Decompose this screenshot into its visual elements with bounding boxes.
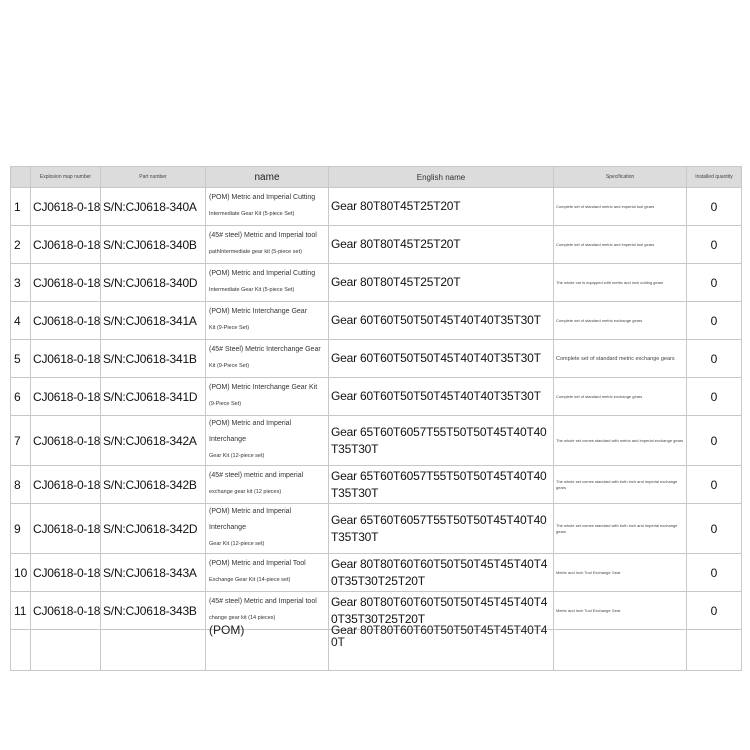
name-line-1: (45# Steel) Metric Interchange Gear <box>209 346 321 353</box>
row-index: 6 <box>11 378 31 416</box>
name-line-1: (45# steel) Metric and Imperial tool <box>209 598 317 605</box>
item-name <box>206 554 329 592</box>
name-line-1: (POM) Metric and Imperial Cutting <box>209 194 316 201</box>
part-number: S/N:CJ0618-341A <box>101 302 206 340</box>
explosion-map-number: CJ0618-0-18 <box>31 504 101 554</box>
name-line-1: (POM) Metric and Imperial Tool <box>209 560 306 567</box>
name-line-1: (POM) Metric Interchange Gear Kit <box>209 384 318 391</box>
item-name <box>206 340 329 378</box>
name-line-2: Kit (9-Piece Set) <box>209 325 250 331</box>
explosion-map-number: CJ0618-0-18 <box>31 226 101 264</box>
row-index: 8 <box>11 466 31 504</box>
explosion-map-number: CJ0618-0-18 <box>31 340 101 378</box>
specification: Complete set of standard metric and imperial tool gears <box>554 226 687 264</box>
english-name: Gear 80T80T60T60T50T50T45T45T40T40T35T30T25T20T <box>329 592 554 630</box>
english-name: Gear 60T60T50T50T45T40T40T35T30T <box>329 378 554 416</box>
name-line-2: Gear Kit (12-piece set) <box>209 453 265 459</box>
part-number: S/N:CJ0618-340A <box>101 188 206 226</box>
partial-english-name: Gear 80T80T60T60T50T50T45T45T40T40T <box>331 623 548 649</box>
explosion-map-number: CJ0618-0-18 <box>31 466 101 504</box>
name-line-2: pathIntermediate gear kit (5-piece set) <box>209 249 302 255</box>
row-index: 2 <box>11 226 31 264</box>
table-row <box>11 302 742 340</box>
explosion-map-number: CJ0618-0-18 <box>31 554 101 592</box>
name-line-1: (POM) Metric Interchange Gear <box>209 308 308 315</box>
item-name <box>206 416 329 466</box>
name-line-2: change gear kit (14 pieces) <box>209 615 276 621</box>
table-row <box>11 504 742 554</box>
header-explosion-map-number: Explosion map number <box>31 167 101 188</box>
table-row <box>11 416 742 466</box>
item-name <box>206 264 329 302</box>
english-name: Gear 65T60T6057T55T50T50T45T40T40T35T30T <box>329 416 554 466</box>
item-name <box>206 226 329 264</box>
name-line-2: Intermediate Gear Kit (5-piece Set) <box>209 287 295 293</box>
part-number: S/N:CJ0618-340B <box>101 226 206 264</box>
table-row <box>11 554 742 592</box>
english-name: Gear 65T60T6057T55T50T50T45T40T40T35T30T <box>329 466 554 504</box>
part-number: S/N:CJ0618-341D <box>101 378 206 416</box>
name-line-2: Exchange Gear Kit (14-piece set) <box>209 577 291 583</box>
table-row <box>11 378 742 416</box>
english-name: Gear 80T80T45T25T20T <box>329 226 554 264</box>
name-line-2: Kit (9-Piece Set) <box>209 363 250 369</box>
parts-table <box>10 166 742 671</box>
header-name: name <box>206 167 329 188</box>
parts-table-sheet <box>10 166 741 649</box>
item-name <box>206 504 329 554</box>
explosion-map-number: CJ0618-0-18 <box>31 378 101 416</box>
table-row <box>11 264 742 302</box>
specification: The whole set comes standard with metric and imperial exchange gears <box>554 416 687 466</box>
name-line-1: (POM) Metric and Imperial Cutting <box>209 270 316 277</box>
specification: The whole set comes standard with both inch and imperial exchange gears <box>554 504 687 554</box>
installed-quantity: 0 <box>687 340 742 378</box>
installed-quantity: 0 <box>687 504 742 554</box>
part-number: S/N:CJ0618-342A <box>101 416 206 466</box>
english-name: Gear 80T80T45T25T20T <box>329 188 554 226</box>
explosion-map-number: CJ0618-0-18 <box>31 188 101 226</box>
specification: Complete set of standard metric exchange gears <box>554 302 687 340</box>
row-index: 11 <box>11 592 31 630</box>
explosion-map-number: CJ0618-0-18 <box>31 264 101 302</box>
part-number: S/N:CJ0618-342B <box>101 466 206 504</box>
row-index: 5 <box>11 340 31 378</box>
item-name <box>206 302 329 340</box>
installed-quantity: 0 <box>687 378 742 416</box>
specification: Complete set of standard metric and imperial tool gears <box>554 188 687 226</box>
installed-quantity: 0 <box>687 416 742 466</box>
item-name <box>206 378 329 416</box>
table-row <box>11 466 742 504</box>
name-line-1: (45# steel) Metric and Imperial tool <box>209 232 317 239</box>
explosion-map-number: CJ0618-0-18 <box>31 592 101 630</box>
part-number: S/N:CJ0618-343A <box>101 554 206 592</box>
specification: Metric and Inch Tool Exchange Gear <box>554 592 687 630</box>
row-index: 7 <box>11 416 31 466</box>
name-line-2: Gear Kit (12-piece set) <box>209 541 265 547</box>
row-index: 3 <box>11 264 31 302</box>
row-index: 9 <box>11 504 31 554</box>
part-number: S/N:CJ0618-341B <box>101 340 206 378</box>
english-name: Gear 60T60T50T50T45T40T40T35T30T <box>329 302 554 340</box>
table-header-row <box>11 167 742 188</box>
name-line-2: exchange gear kit (12 pieces) <box>209 489 282 495</box>
english-name: Gear 65T60T6057T55T50T50T45T40T40T35T30T <box>329 504 554 554</box>
partial-name: (POM) <box>209 623 245 637</box>
name-line-2: Intermediate Gear Kit (5-piece Set) <box>209 211 295 217</box>
name-line-2: (9-Piece Set) <box>209 401 242 407</box>
table-body <box>11 188 742 671</box>
part-number: S/N:CJ0618-342D <box>101 504 206 554</box>
row-index: 1 <box>11 188 31 226</box>
part-number: S/N:CJ0618-343B <box>101 592 206 630</box>
table-row-partial <box>11 630 742 671</box>
name-line-1: (45# steel) metric and imperial <box>209 472 304 479</box>
item-name <box>206 466 329 504</box>
part-number: S/N:CJ0618-340D <box>101 264 206 302</box>
english-name: Gear 80T80T60T60T50T50T45T45T40T40T35T30T25T20T <box>329 554 554 592</box>
installed-quantity: 0 <box>687 592 742 630</box>
row-index: 10 <box>11 554 31 592</box>
explosion-map-number: CJ0618-0-18 <box>31 302 101 340</box>
specification: Metric and Inch Tool Exchange Gear <box>554 554 687 592</box>
table-row <box>11 340 742 378</box>
header-english-name: English name <box>329 167 554 188</box>
explosion-map-number: CJ0618-0-18 <box>31 416 101 466</box>
installed-quantity: 0 <box>687 554 742 592</box>
table-row <box>11 226 742 264</box>
english-name: Gear 60T60T50T50T45T40T40T35T30T <box>329 340 554 378</box>
specification: Complete set of standard metric exchange gears <box>554 340 687 378</box>
name-line-1: (POM) Metric and Imperial Interchange <box>209 420 292 443</box>
installed-quantity: 0 <box>687 188 742 226</box>
specification: The whole car is equipped with metric and inch cutting gears <box>554 264 687 302</box>
header-part-number: Part number <box>101 167 206 188</box>
installed-quantity: 0 <box>687 264 742 302</box>
table-row <box>11 188 742 226</box>
row-index: 4 <box>11 302 31 340</box>
header-specification: Specification <box>554 167 687 188</box>
specification: The whole set comes standard with both inch and imperial exchange gears <box>554 466 687 504</box>
english-name: Gear 80T80T45T25T20T <box>329 264 554 302</box>
installed-quantity: 0 <box>687 302 742 340</box>
item-name <box>206 188 329 226</box>
specification: Complete set of standard metric exchange gears <box>554 378 687 416</box>
installed-quantity: 0 <box>687 226 742 264</box>
name-line-1: (POM) Metric and Imperial Interchange <box>209 508 292 531</box>
header-installed-quantity: Installed quantity <box>687 167 742 188</box>
installed-quantity: 0 <box>687 466 742 504</box>
header-index <box>11 167 31 188</box>
